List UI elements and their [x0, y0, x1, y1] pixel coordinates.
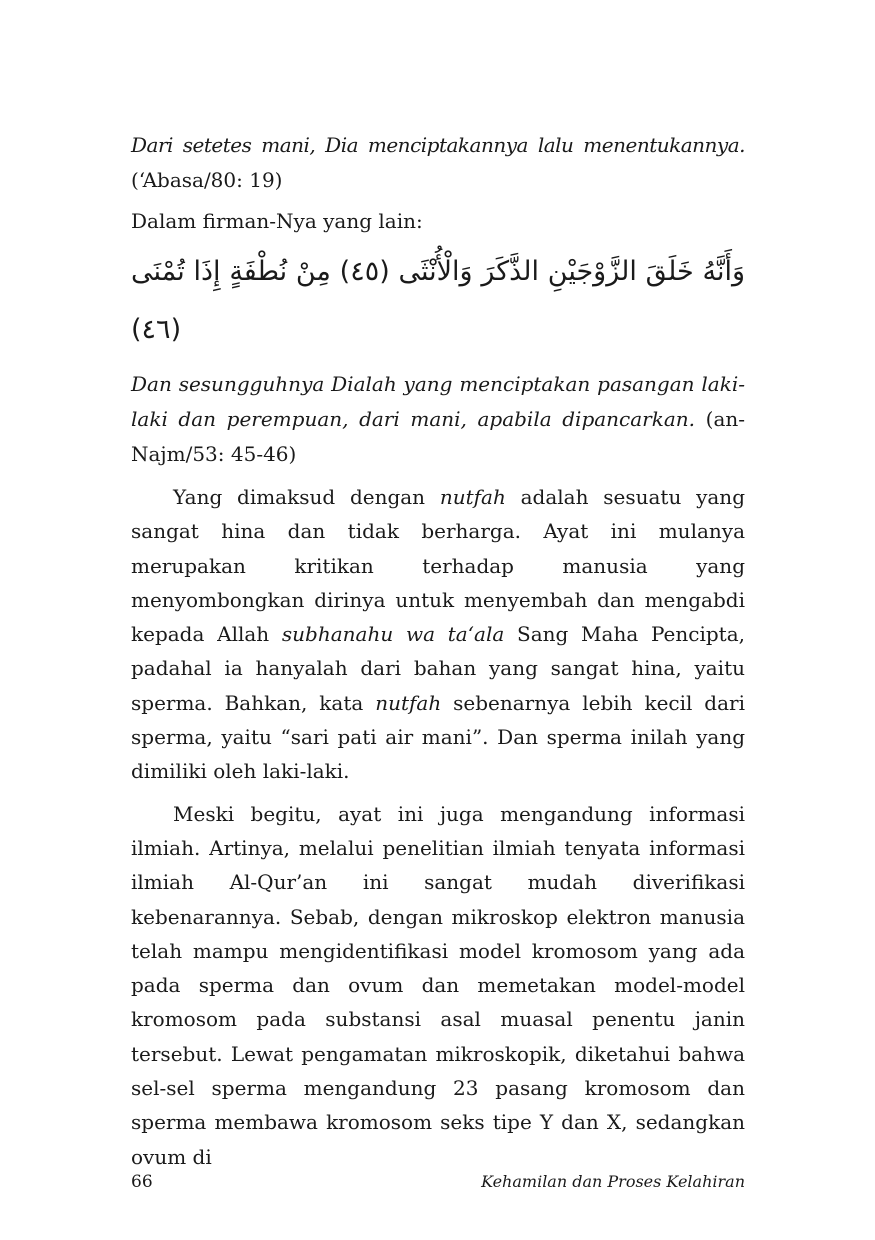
paragraph-1-part-a: Yang dimaksud dengan — [173, 485, 440, 509]
term-subhanahu: subhanahu wa ta‘ala — [281, 622, 505, 647]
page-footer — [131, 1172, 745, 1192]
paragraph-1-part-c: Sang Maha Pencipta, padahal ia hanyalah dari bahan yang sangat hina, yaitu sperma. Bahkan, kata — [131, 622, 745, 715]
verse2-translation: Dan sesungguhnya Dialah yang menciptakan pasangan laki-laki dan perempuan, dari mani, apabila dipancarkan. — [131, 372, 745, 431]
page-body — [131, 128, 745, 1174]
term-nutfah: nutfah — [439, 485, 506, 509]
verse1-translation-block — [131, 128, 745, 198]
book-title: Kehamilan dan Proses Kelahiran — [481, 1172, 745, 1191]
verse2-translation-block — [131, 367, 745, 472]
paragraph-1-part-d: sebenarnya lebih kecil dari sperma, yaitu “sari pati air mani”. Dan sperma inilah yang dimiliki oleh laki-laki. — [131, 690, 745, 784]
arabic-verse-line2: (٤٦) — [131, 314, 182, 345]
paragraph-1 — [131, 480, 745, 789]
paragraph-1-part-b: adalah sesuatu yang sangat hina dan tidak berharga. Ayat ini mulanya merupakan kritikan terhadap manusia yang menyombongkan dirinya untuk menyembah dan mengabdi kepada Allah — [131, 485, 745, 647]
term-nutfah-2: nutfah — [375, 690, 442, 715]
verse2-reference: (an-Najm/53: 45-46) — [131, 407, 746, 466]
verse1-translation: Dari setetes mani, Dia menciptakannya lalu menentukannya. — [131, 133, 745, 157]
page-number: 66 — [131, 1172, 153, 1192]
intro-text: Dalam firman-Nya yang lain: — [131, 209, 423, 233]
paragraph-2: Meski begitu, ayat ini juga mengandung informasi ilmiah. Artinya, melalui penelitian ilmiah tenyata informasi ilmiah Al-Qur’an ini sangat mudah diverifikasi kebenarannya. Sebab, dengan mikroskop elektron manusia telah mampu mengidentifikasi model kromosom yang ada pada sperma dan ovum dan memetakan model-model kromosom pada substansi asal muasal penentu janin tersebut. Lewat pengamatan mikroskopik, diketahui bahwa sel-sel sperma mengandung 23 pasang kromosom dan sperma membawa kromosom seks tipe Y dan X, sedangkan ovum di — [131, 801, 745, 1169]
verse1-reference: (‘Abasa/80: 19) — [131, 168, 283, 192]
arabic-verse-line1: وَأَنَّهُ خَلَقَ الزَّوْجَيْنِ الذَّكَرَ وَالْأُنْثَى (٤٥) مِنْ نُطْفَةٍ إِذَا تُمْنَى — [131, 256, 746, 287]
